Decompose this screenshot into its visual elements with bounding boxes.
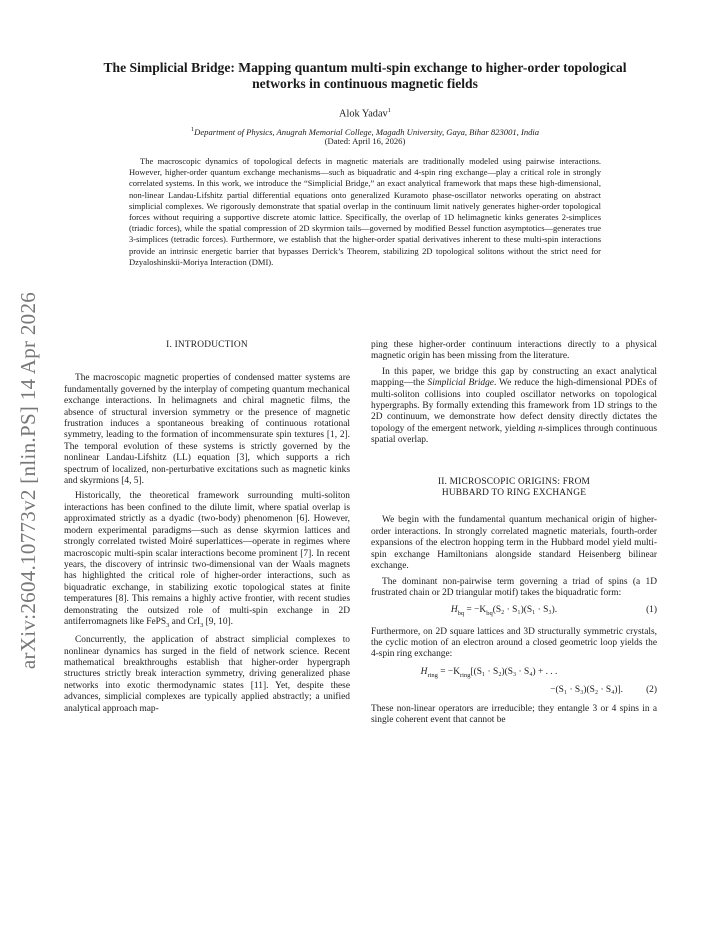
eq-expression: (S₂ · S₁)(S₁ · S₃). xyxy=(492,605,558,616)
intro-paragraph-4-text-c: -simplices through continuous spatial overlap. xyxy=(371,423,657,446)
eq-symbol: = −K xyxy=(464,605,487,616)
eq-symbol: H xyxy=(450,605,458,616)
intro-paragraph-2-text-b: and CrI xyxy=(169,616,201,627)
paper-title: The Simplicial Bridge: Mapping quantum multi-spin exchange to higher-order topological networks in continuous magnetic fields xyxy=(103,60,627,91)
equation-2-line-2: −(S₁ · S₃)(S₂ · S₄)]. xyxy=(550,685,623,696)
emphasis-n: n xyxy=(538,423,543,434)
intro-paragraph-3: Concurrently, the application of abstract simplicial complexes to nonlinear dynamics has surged in the field of network science. Recent mathematical breakthroughs establish that higher-order hypergraph structures strictly break interaction symmetry, driving generalized phase networks into exotic thermodynamic states [11]. Yet, despite these advances, simplicial complexes are typically applied abstractly; a unified analytical approach map- xyxy=(64,635,350,714)
right-column xyxy=(371,340,657,730)
equation-1 xyxy=(371,605,657,619)
intro-paragraph-4-text-b: . We reduce the high-dimensional PDEs of multi-soliton collisions into coupled oscillator networks on topological hypergraphs. By formally extending this framework from 1D strings to the 2D continuum, we demonstrate how defect density directly dictates the topology of the emergent network, yielding xyxy=(371,378,657,434)
eq-expression: [(S₁ · S₂)(S₃ · S₄) + . . . xyxy=(470,666,558,677)
arxiv-stamp xyxy=(12,280,46,680)
author-affil-mark: 1 xyxy=(387,107,391,114)
author-line xyxy=(80,107,650,119)
left-column xyxy=(64,340,350,719)
equation-2 xyxy=(371,667,657,697)
intro-paragraph-2-text: Historically, the theoretical framework surrounding multi-soliton interactions has been confined to the dilute limit, where spatial overlap is approximated strictly as a dyadic (two-body) phenomenon [6]. However, modern experimental paradigms—such as dense skyrmion lattices and strongly correlated twisted Moiré superlattices—operate in regimes where macroscopic multi-spin scalar interactions become prominent [7]. In recent years, the discovery of intrinsic two-dimensional van der Waals magnets has highlighted the critical role of higher-order interactions, such as biquadratic exchange, in stabilizing exotic topological states at finite temperatures [8]. This remains a highly active frontier, with recent studies demonstrating the outsized role of multi-spin exchange in 2D antiferromagnets like FePS xyxy=(64,491,350,627)
affiliation-text: Department of Physics, Anugrah Memorial College, Magadh University, Gaya, Bihar 823001, India xyxy=(194,126,540,137)
intro-paragraph-2 xyxy=(64,491,350,631)
eq-symbol: H xyxy=(420,666,428,677)
section-2-paragraph-1: We begin with the fundamental quantum mechanical origin of higher-order interactions. In strongly correlated magnetic materials, fourth-order expansions of the electron hopping term in the Hubbard model yield multi-spin exchange Hamiltonians alongside standard Heisenberg bilinear exchange. xyxy=(371,515,657,572)
eq-subscript: bq xyxy=(486,610,493,618)
intro-paragraph-4 xyxy=(371,367,657,447)
equation-1-number: (1) xyxy=(646,605,657,616)
affil-mark: 1 xyxy=(190,126,195,133)
eq-subscript: ring xyxy=(459,671,471,679)
section-2-paragraph-4: These non-linear operators are irreducible; they entangle 3 or 4 spins in a single coherent event that cannot be xyxy=(371,703,657,725)
section-2-paragraph-2: The dominant non-pairwise term governing a triad of spins (a 1D frustrated chain or 2D triangular motif) takes the biquadratic form: xyxy=(371,576,657,598)
eq-subscript: bq xyxy=(457,610,465,618)
eq-subscript: ring xyxy=(427,671,438,679)
intro-paragraph-2-text-c: [9, 10]. xyxy=(203,616,233,627)
dated-line: (Dated: April 16, 2026) xyxy=(324,136,406,146)
subscript: 3 xyxy=(200,621,204,629)
section-heading-line-2: HUBBARD TO RING EXCHANGE xyxy=(441,488,587,499)
emphasis-simplicial-bridge: Simplicial Bridge xyxy=(427,378,494,389)
equation-1-body xyxy=(371,605,637,619)
intro-paragraph-1: The macroscopic magnetic properties of condensed matter systems are fundamentally governed by the interplay of competing quantum mechanical exchange interactions. In helimagnets and chiral magnetic films, the absence of structural inversion symmetry or the presence of magnetic frustration induces a spontaneous breaking of continuous rotational symmetry, leading to the formation of incommensurate spin textures [1, 2]. The temporal evolution of these systems is strictly governed by the nonlinear Landau-Lifshitz (LL) equation [3], which supports a rich spectrum of localized, non-perturbative excitations such as magnetic kinks and skyrmions [4, 5]. xyxy=(64,373,350,487)
arxiv-identifier: arXiv:2604.10773v2 [nlin.PS] 14 Apr 2026 xyxy=(16,291,41,669)
intro-paragraph-4-text: In this paper, we bridge this gap by constructing an exact analytical mapping—the xyxy=(371,366,657,389)
section-2-paragraph-3: Furthermore, on 2D square lattices and 3D structurally symmetric crystals, the cyclic motion of an electron around a closed geometric loop yields the 4-spin ring exchange: xyxy=(371,626,657,660)
abstract: The macroscopic dynamics of topological defects in magnetic materials are traditionally modeled using pairwise interactions. However, higher-order quantum exchange mechanisms—such as biquadratic and 4-spin ring exchange—play a critical role in strongly correlated systems. In this work, we introduce the “Simplicial Bridge,” an exact analytical framework that maps these high-dimensional, non-linear Landau-Lifshitz partial differential equations onto generalized Kuramoto phase-oscillator networks operating on abstract simplicial complexes. We rigorously demonstrate that spatial overlap in the continuum limit natively generates higher-order topological forces without requiring a supportive discrete atomic lattice. Specifically, the overlap of 1D helimagnetic kinks generates 2-simplices (triadic forces), while the spatial compression of 2D skyrmion tails—governed by modified Bessel function asymptotics—generates true 3-simplices (tetradic forces). Furthermore, we establish that the higher-order spatial derivatives inherent to these multi-spin interactions provide an intrinsic energetic barrier that bypasses Derrick’s Theorem, stabilizing 2D topological solitons without the strict need for Dzyaloshinskii-Moriya Interaction (DMI). xyxy=(129,156,601,267)
section-heading-microscopic-origins xyxy=(371,477,657,500)
section-heading-line-1: II. MICROSCOPIC ORIGINS: FROM xyxy=(437,476,591,487)
equation-2-line-1 xyxy=(371,667,637,681)
author-name: Alok Yadav xyxy=(339,108,388,120)
section-heading-introduction: I. INTRODUCTION xyxy=(166,340,248,350)
subscript: 3 xyxy=(166,621,170,629)
intro-paragraph-3-continued: ping these higher-order continuum interactions directly to a physical magnetic origin has been missing from the literature. xyxy=(371,340,657,362)
equation-2-number: (2) xyxy=(646,685,657,696)
eq-symbol: = −K xyxy=(437,666,460,677)
